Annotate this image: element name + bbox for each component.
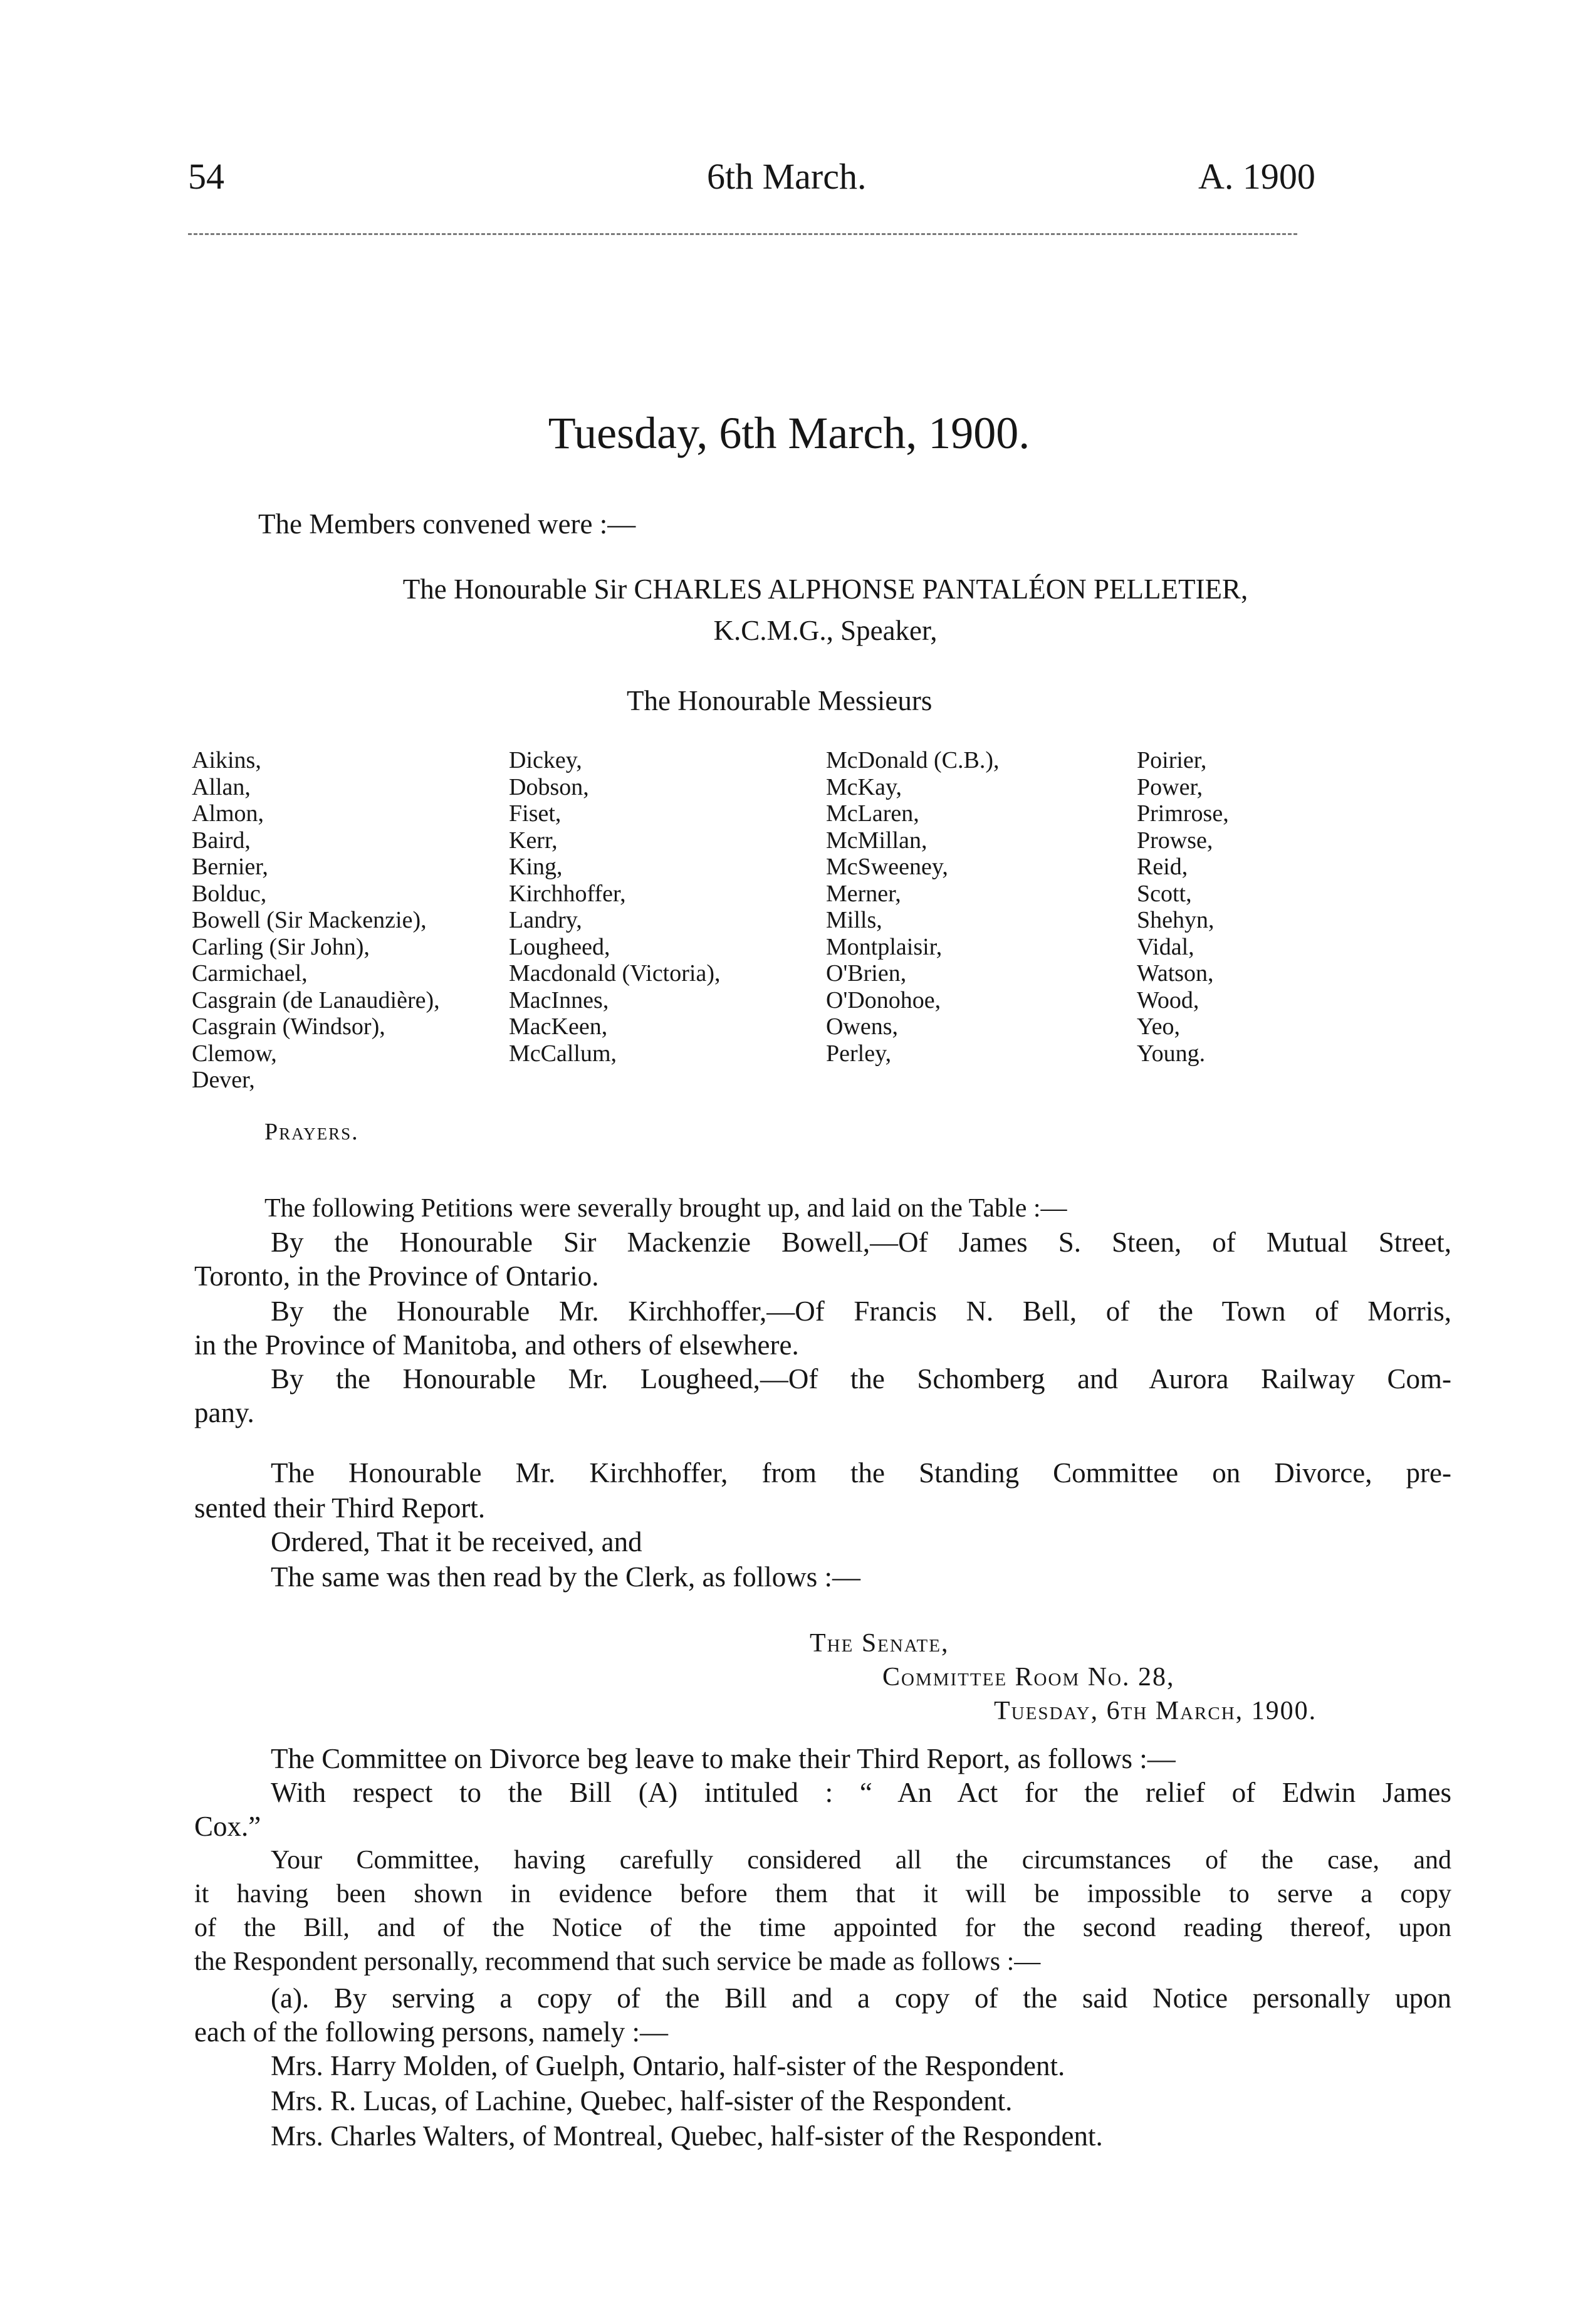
- bill-reference-cont: Cox.”: [194, 1811, 261, 1842]
- members-column-2: [509, 747, 720, 1067]
- letterhead-date-text: Tuesday, 6th March, 1900.: [994, 1697, 1317, 1725]
- read-line: The same was then read by the Clerk, as follows :—: [271, 1561, 861, 1593]
- member-name: Mills,: [826, 907, 882, 933]
- petition-kirchhoffer-cont: in the Province of Manitoba, and others of elsewhere.: [194, 1329, 799, 1361]
- member-name: Yeo,: [1137, 1013, 1181, 1040]
- member-name: Merner,: [826, 880, 901, 907]
- report-presented: The Honourable Mr. Kirchhoffer, from the Standing Committee on Divorce, pre-: [271, 1457, 1451, 1489]
- member-name: Lougheed,: [509, 933, 610, 960]
- member-name: Bolduc,: [192, 880, 267, 907]
- members-column-1: [192, 747, 440, 1094]
- member-name: McLaren,: [826, 800, 919, 827]
- member-name: Landry,: [509, 907, 582, 933]
- service-clause-a-cont: each of the following persons, namely :—: [194, 2016, 669, 2048]
- member-name: Vidal,: [1137, 933, 1194, 960]
- member-name: Scott,: [1137, 880, 1192, 907]
- member-name: Almon,: [192, 800, 264, 827]
- person-item: Mrs. Charles Walters, of Montreal, Quebec, half-sister of the Respondent.: [271, 2120, 1103, 2152]
- member-name: Watson,: [1137, 960, 1214, 987]
- member-name: Perley,: [826, 1040, 892, 1067]
- letterhead-date: [994, 1693, 1317, 1729]
- messieurs-heading: The Honourable Messieurs: [627, 685, 933, 716]
- member-name: MacInnes,: [509, 987, 609, 1013]
- report-paragraph-line: Your Committee, having carefully considered all the circumstances of the case, and: [271, 1846, 1451, 1875]
- ordered-line: Ordered, That it be received, and: [271, 1526, 642, 1557]
- member-name: Casgrain (Windsor),: [192, 1013, 385, 1040]
- member-name: Bowell (Sir Mackenzie),: [192, 907, 427, 933]
- member-name: Dobson,: [509, 773, 589, 800]
- member-name: McSweeney,: [826, 854, 948, 880]
- person-item: Mrs. Harry Molden, of Guelph, Ontario, half-sister of the Respondent.: [271, 2050, 1065, 2081]
- member-name: Macdonald (Victoria),: [509, 960, 721, 987]
- petition-bowell-cont: Toronto, in the Province of Ontario.: [194, 1260, 599, 1292]
- member-name: Bernier,: [192, 854, 268, 880]
- member-name: Prowse,: [1137, 827, 1213, 854]
- bill-reference: With respect to the Bill (A) intituled : “ An Act for the relief of Edwin James: [271, 1777, 1451, 1808]
- member-name: Young.: [1137, 1040, 1206, 1067]
- member-name: Wood,: [1137, 987, 1199, 1013]
- header-rule: [188, 233, 1297, 235]
- service-clause-a: (a). By serving a copy of the Bill and a copy of the said Notice personally upon: [271, 1982, 1451, 2014]
- members-column-4: [1137, 747, 1229, 1067]
- report-paragraph-line: the Respondent personally, recommend that such service be made as follows :—: [194, 1947, 1041, 1976]
- letterhead-senate: The Senate,: [810, 1629, 949, 1658]
- running-year: A. 1900: [1198, 156, 1315, 197]
- member-name: Shehyn,: [1137, 907, 1215, 933]
- member-name: Fiset,: [509, 800, 562, 827]
- member-name: Dickey,: [509, 747, 582, 773]
- member-name: Dever,: [192, 1067, 255, 1093]
- member-name: McKay,: [826, 773, 902, 800]
- member-name: Carmichael,: [192, 960, 308, 987]
- member-name: Reid,: [1137, 854, 1188, 880]
- member-name: Kerr,: [509, 827, 558, 854]
- report-paragraph-line: it having been shown in evidence before them that it will be impossible to serve a copy: [194, 1880, 1451, 1908]
- report-intro: The Committee on Divorce beg leave to make their Third Report, as follows :—: [271, 1743, 1176, 1774]
- member-name: Power,: [1137, 773, 1203, 800]
- page-number: 54: [188, 156, 224, 197]
- member-name: Aikins,: [192, 747, 261, 773]
- petitions-intro: The following Petitions were severally brought up, and laid on the Table :—: [264, 1194, 1067, 1223]
- member-name: Clemow,: [192, 1040, 277, 1067]
- member-name: Owens,: [826, 1013, 899, 1040]
- report-paragraph-line: of the Bill, and of the Notice of the time appointed for the second reading thereof, upon: [194, 1913, 1451, 1942]
- petition-lougheed: By the Honourable Mr. Lougheed,—Of the Schomberg and Aurora Railway Com-: [271, 1363, 1451, 1395]
- member-name: O'Brien,: [826, 960, 907, 987]
- report-presented-cont: sented their Third Report.: [194, 1492, 486, 1524]
- petition-kirchhoffer: By the Honourable Mr. Kirchhoffer,—Of Francis N. Bell, of the Town of Morris,: [271, 1295, 1451, 1327]
- member-name: Montplaisir,: [826, 933, 943, 960]
- letterhead-room: Committee Room No. 28,: [882, 1663, 1175, 1692]
- page-title: Tuesday, 6th March, 1900.: [548, 408, 1030, 458]
- petition-bowell: By the Honourable Sir Mackenzie Bowell,—Of James S. Steen, of Mutual Street,: [271, 1227, 1451, 1258]
- member-name: Poirier,: [1137, 747, 1207, 773]
- member-name: Allan,: [192, 773, 251, 800]
- member-name: MacKeen,: [509, 1013, 608, 1040]
- member-name: O'Donohoe,: [826, 987, 941, 1013]
- member-name: King,: [509, 854, 563, 880]
- member-name: Carling (Sir John),: [192, 933, 370, 960]
- prayers-heading: Prayers.: [264, 1119, 359, 1145]
- members-column-3: [826, 747, 1000, 1067]
- member-name: McCallum,: [509, 1040, 617, 1067]
- member-name: McMillan,: [826, 827, 927, 854]
- member-name: Casgrain (de Lanaudière),: [192, 987, 440, 1013]
- person-item: Mrs. R. Lucas, of Lachine, Quebec, half-sister of the Respondent.: [271, 2085, 1013, 2117]
- speaker-name: The Honourable Sir CHARLES ALPHONSE PANTALÉON PELLETIER,: [402, 573, 1248, 605]
- member-name: Baird,: [192, 827, 251, 854]
- member-name: Primrose,: [1137, 800, 1229, 827]
- convened-line: The Members convened were :—: [258, 508, 636, 540]
- speaker-title: K.C.M.G., Speaker,: [713, 615, 938, 646]
- running-date: 6th March.: [707, 156, 867, 197]
- member-name: McDonald (C.B.),: [826, 747, 1000, 773]
- member-name: Kirchhoffer,: [509, 880, 626, 907]
- petition-lougheed-cont: pany.: [194, 1397, 254, 1428]
